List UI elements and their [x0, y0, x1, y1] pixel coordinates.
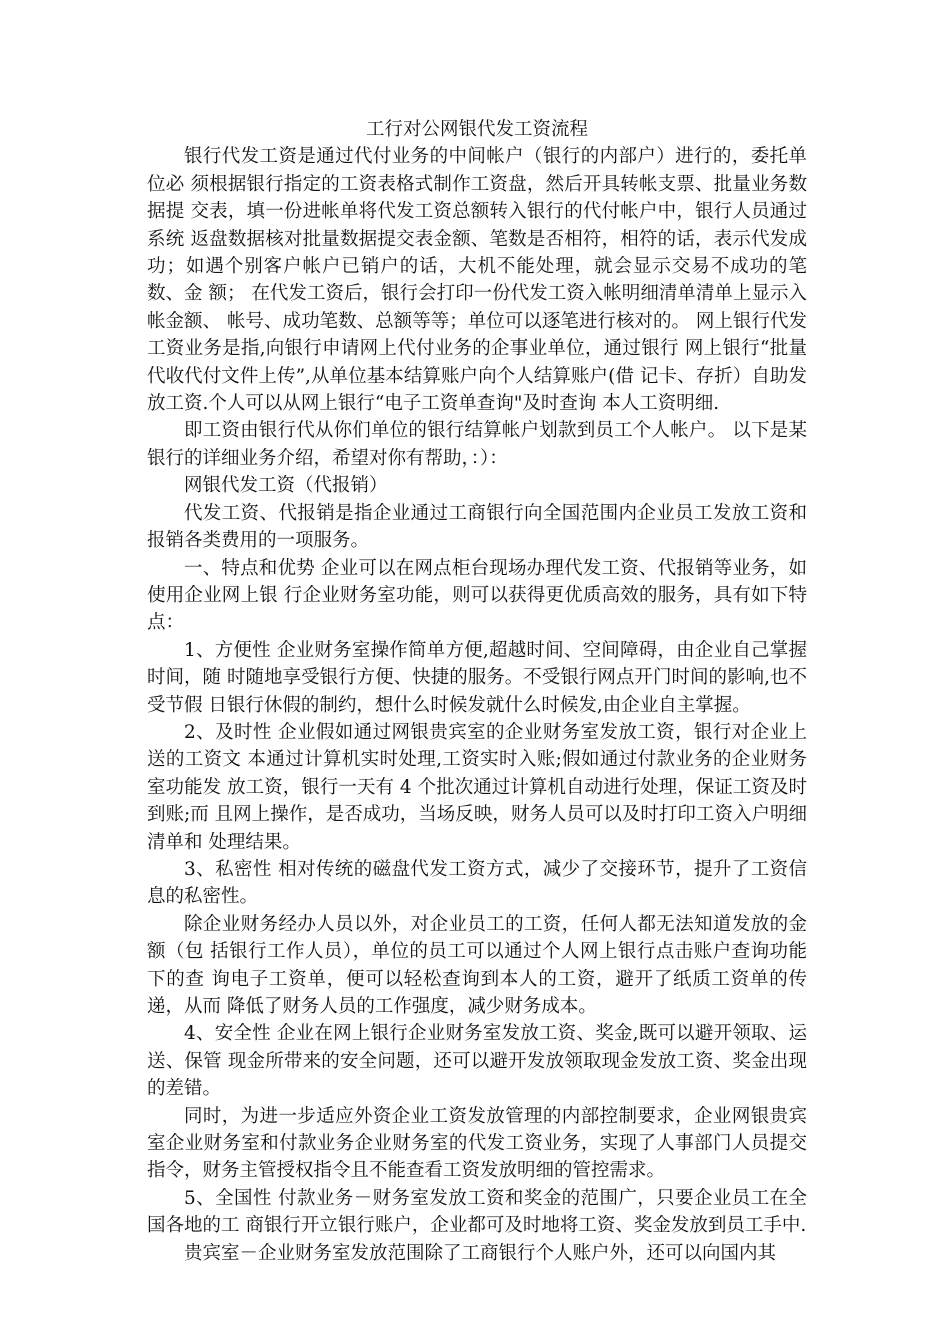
document-title: 工行对公网银代发工资流程 [365, 119, 588, 140]
paragraph-3: 网银代发工资（代报销） [184, 475, 388, 497]
paragraph-4: 代发工资、代报销是指企业通过工商银行向全国范围内企业员工发放工资和 报销各类费用的一项服务。 [147, 502, 807, 552]
paragraph-7: 2、及时性 企业假如通过网银贵宾室的企业财务室发放工资，银行对企业上送的工资文 本通过计算机实时处理,工资实时入账;假如通过付款业务的企业财务室功能发 放工资，银行一天有 4 个批次通过计算机自动进行处理，保证工资及时到账;而 且网上操作，是否成功，当场反映，财务人员可以及时打印工资入户明细清单和 处理结果。 [147, 721, 807, 853]
paragraph-2: 即工资由银行代从你们单位的银行结算帐户划款到员工个人帐户。 以下是某银行的详细业务介绍，希望对你有帮助，：）： [147, 420, 807, 469]
paragraph-6: 1、方便性 企业财务室操作简单方便,超越时间、空间障碍，由企业自己掌握时间，随 时随地享受银行方便、快捷的服务。不受银行网点开门时间的影响,也不受节假 日银行休假的制约，想什么时候发就什么时候发,由企业自主掌握。 [147, 639, 807, 716]
paragraph-12: 5、全国性 付款业务－财务室发放工资和奖金的范围广，只要企业员工在全国各地的工 商银行开立银行账户，企业都可及时地将工资、奖金发放到员工手中. [147, 1187, 807, 1237]
paragraph-1: 银行代发工资是通过代付业务的中间帐户（银行的内部户）进行的，委托单位必 须根据银行指定的工资表格式制作工资盘，然后开具转帐支票、批量业务数据提 交表，填一份进帐单将代发工资总额转入银行的代付帐户中，银行人员通过系统 返盘数据核对批量数据提交表金额、笔数是否相符，相符的话，表示代发成功；如遇个别客户帐户已销户的话，大机不能处理，就会显示交易不成功的笔数、金 额； 在代发工资后，银行会打印一份代发工资入帐明细清单清单上显示入帐金额、 帐号、成功笔数、总额等等；单位可以逐笔进行核对的。 网上银行代发工资业务是指,向银行申请网上代付业务的企事业单位，通过银行 网上银行“批量代收代付文件上传”,从单位基本结算账户向个人结算账户(借 记卡、存折）自助发放工资.个人可以从网上银行“电子工资单查询"及时查询 本人工资明细. [147, 146, 807, 415]
paragraph-5: 一、特点和优势 企业可以在网点柜台现场办理代发工资、代报销等业务，如使用企业网上银 行企业财务室功能，则可以获得更优质高效的服务，具有如下特点： [147, 557, 807, 634]
paragraph-11: 同时，为进一步适应外资企业工资发放管理的内部控制要求，企业网银贵宾 室企业财务室和付款业务企业财务室的代发工资业务，实现了人事部门人员提交 指令，财务主管授权指令且不能查看工资发放明细的管控需求。 [147, 1105, 807, 1182]
paragraph-8: 3、私密性 相对传统的磁盘代发工资方式，减少了交接环节，提升了工资信息的私密性。 [147, 858, 807, 908]
paragraph-9: 除企业财务经办人员以外，对企业员工的工资，任何人都无法知道发放的金额（包 括银行工作人员），单位的员工可以通过个人网上银行点击账户查询功能下的查 询电子工资单，便可以轻松查询到本人的工资，避开了纸质工资单的传递，从而 降低了财务人员的工作强度，减少财务成本。 [147, 913, 807, 1017]
paragraph-10: 4、安全性 企业在网上银行企业财务室发放工资、奖金,既可以避开领取、运送、保管 现金所带来的安全问题，还可以避开发放领取现金发放工资、奖金出现的差错。 [147, 1023, 807, 1100]
paragraph-13: 贵宾室－企业财务室发放范围除了工商银行个人账户外，还可以向国内其 [184, 1242, 777, 1264]
document-body [147, 116, 807, 1267]
